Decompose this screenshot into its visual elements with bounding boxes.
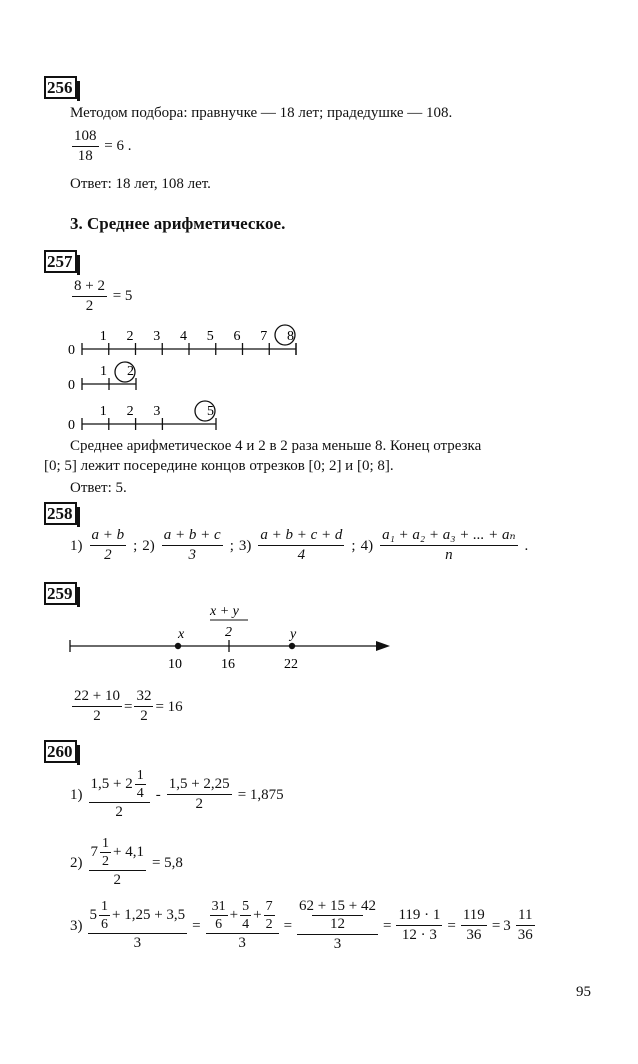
fraction-denominator: 3 bbox=[238, 935, 246, 951]
fraction-denominator: 6 bbox=[101, 917, 108, 932]
fraction-denominator: 4 bbox=[242, 917, 250, 932]
tick-label: 1 bbox=[100, 364, 107, 379]
fraction-denominator: 2 bbox=[195, 796, 203, 812]
fraction-numerator: 1 bbox=[101, 899, 108, 914]
fraction-numerator: 1 bbox=[136, 768, 144, 783]
tick-label: 1 bbox=[99, 329, 107, 344]
separator: ; bbox=[229, 537, 234, 554]
problem-257-text-line1: Среднее арифметическое 4 и 2 в 2 раза меньше 8. Конец отрезка bbox=[70, 438, 482, 454]
fraction-numerator: a + b bbox=[90, 527, 127, 546]
expression-part: + 1,25 + 3,5 bbox=[112, 907, 186, 923]
fraction-denominator: 2 bbox=[115, 804, 123, 820]
part-label: 2) bbox=[70, 854, 83, 871]
number-lines-diagram bbox=[60, 322, 320, 434]
fraction-result: = 5 bbox=[112, 287, 133, 304]
fraction-numerator: 5 bbox=[242, 899, 250, 914]
fraction-numerator: 62 + 15 + 42 bbox=[299, 898, 376, 914]
fraction-denominator: 3 bbox=[133, 935, 142, 951]
fraction-denominator: 2 bbox=[104, 547, 112, 563]
fraction-denominator: 18 bbox=[77, 148, 93, 164]
value-x: 10 bbox=[168, 657, 182, 672]
fraction-denominator: 3 bbox=[188, 547, 196, 563]
fraction-numerator: 22 + 10 bbox=[72, 688, 122, 707]
formula-label: 4) bbox=[360, 537, 374, 554]
point-x bbox=[175, 643, 181, 649]
fraction-numerator: a + b + c + d bbox=[258, 527, 344, 546]
zero-label: 0 bbox=[68, 418, 75, 433]
section-heading: 3. Среднее арифметическое. bbox=[70, 214, 286, 233]
tick-label: 7 bbox=[260, 329, 268, 344]
part-label: 3) bbox=[70, 917, 83, 934]
fraction-numerator: 119 · 1 bbox=[396, 907, 442, 926]
equation-result: = 1,875 bbox=[237, 786, 284, 803]
tick-label: 2 bbox=[126, 329, 134, 344]
fraction-numerator: 32 bbox=[134, 688, 153, 707]
number-line-0-5 bbox=[68, 401, 216, 433]
fraction-denominator: 4 bbox=[136, 786, 144, 801]
tick-label: 1 bbox=[99, 404, 107, 419]
equation-result: = 5,8 bbox=[151, 854, 183, 871]
expression-part: 7 bbox=[90, 844, 98, 860]
fraction-denominator: 2 bbox=[93, 708, 101, 724]
label-x: x bbox=[178, 627, 185, 642]
separator: . bbox=[524, 537, 529, 554]
problem-number-259: 259 bbox=[44, 582, 77, 605]
problem-number-256: 256 bbox=[44, 76, 77, 99]
tick-label: 4 bbox=[180, 329, 187, 344]
fraction-numerator: 11 bbox=[516, 907, 534, 926]
fraction-denominator: 2 bbox=[113, 872, 121, 888]
zero-label: 0 bbox=[68, 378, 75, 393]
problem-256-answer: Ответ: 18 лет, 108 лет. bbox=[70, 176, 211, 192]
fraction-numerator: 8 + 2 bbox=[72, 278, 107, 297]
value-y: 22 bbox=[284, 657, 298, 672]
number-line-0-2 bbox=[68, 362, 136, 393]
fraction-denominator: 2 bbox=[140, 708, 148, 724]
formula-label: 3) bbox=[238, 537, 252, 554]
mixed-whole: 3 bbox=[503, 917, 511, 934]
fraction-denominator: 4 bbox=[297, 547, 306, 563]
label-y: y bbox=[290, 627, 297, 642]
number-line-259 bbox=[60, 598, 400, 678]
tick-label: 2 bbox=[127, 364, 134, 379]
separator: ; bbox=[133, 537, 138, 554]
equation-result: = 16 bbox=[155, 698, 183, 715]
problem-257-fraction bbox=[70, 278, 132, 315]
number-line-0-8 bbox=[68, 325, 296, 358]
label-mid-numerator: x + y bbox=[210, 604, 239, 619]
fraction-result: = 6 . bbox=[104, 137, 132, 154]
fraction-numerator: 31 bbox=[211, 899, 226, 914]
fraction-denominator: 2 bbox=[85, 298, 94, 314]
fraction-numerator: a + b + c bbox=[162, 527, 223, 546]
tick-label: 3 bbox=[153, 404, 161, 419]
problem-256-fraction bbox=[70, 128, 131, 165]
arrow-head bbox=[376, 641, 390, 651]
tick-label: 8 bbox=[287, 329, 294, 344]
expression-part: + 4,1 bbox=[113, 844, 144, 860]
fraction-numerator: a₁ + a₂ + a₃ + ... + aₙ bbox=[380, 527, 517, 546]
problem-number-258: 258 bbox=[44, 502, 77, 525]
zero-label: 0 bbox=[68, 343, 75, 358]
tick-label: 2 bbox=[126, 404, 134, 419]
fraction-numerator: 108 bbox=[72, 128, 99, 147]
fraction-numerator: 119 bbox=[461, 907, 487, 926]
formula-label: 1) bbox=[70, 537, 83, 554]
separator: ; bbox=[351, 537, 356, 554]
formula-label: 2) bbox=[142, 537, 155, 554]
fraction-denominator: 36 bbox=[466, 927, 482, 943]
problem-260-part2 bbox=[70, 836, 183, 889]
problem-256-text: Методом подбора: правнучке — 18 лет; прадедушке — 108. bbox=[70, 105, 453, 121]
fraction-denominator: 2 bbox=[102, 854, 109, 869]
problem-number-260: 260 bbox=[44, 740, 77, 763]
expression-part: 5 bbox=[89, 907, 97, 923]
fraction-denominator: n bbox=[445, 547, 453, 563]
fraction-denominator: 6 bbox=[215, 917, 223, 932]
problem-258-formulas bbox=[70, 527, 528, 564]
fraction-denominator: 3 bbox=[333, 936, 342, 952]
fraction-numerator: 1 bbox=[102, 836, 109, 851]
part-label: 1) bbox=[70, 786, 83, 803]
expression-part: 1,5 + 2 bbox=[90, 776, 133, 792]
problem-259-equation: $\frac{22 + 10}{2}$ = $\frac{32}{2}$ = 16 bbox=[74, 688, 183, 724]
fraction-denominator: 36 bbox=[517, 927, 533, 943]
tick-label: 3 bbox=[153, 329, 161, 344]
tick-label: 6 bbox=[233, 329, 241, 344]
problem-number-257: 257 bbox=[44, 250, 77, 273]
tick-label: 5 bbox=[207, 404, 214, 419]
fraction-denominator: 12 · 3 bbox=[401, 927, 437, 943]
point-y bbox=[289, 643, 295, 649]
fraction-denominator: 2 bbox=[265, 917, 273, 932]
problem-257-text-line2: [0; 5] лежит посередине концов отрезков [0; 2] и [0; 8]. bbox=[44, 458, 394, 474]
fraction-numerator: 7 bbox=[265, 899, 273, 914]
value-mid: 16 bbox=[221, 657, 235, 672]
page-number: 95 bbox=[576, 984, 591, 1000]
fraction-denominator: 12 bbox=[312, 915, 363, 933]
label-mid-denominator: 2 bbox=[225, 625, 232, 640]
problem-260-part3: 3) 5 $\frac{1}{6}$ + 1,25 + 3,5 3 = $\frac{31}{6}$ + $\frac{5}{4}$ + $\frac{7}{2}$ 3 = $\frac{\frac{62 + 15 + 42}{12}}{3}$ = $\frac{119 \cdot 1}{12 \cdot 3}$ = $\frac{119}{36}$ = 3 $\frac{11}{36}$ bbox=[70, 898, 533, 952]
fraction-numerator: 1,5 + 2,25 bbox=[167, 776, 232, 795]
problem-260-part1: 1) 1,5 + 2 $\frac{1}{4}$ 2 - $\frac{1,5 + 2,25}{2}$ = 1,875 bbox=[70, 768, 284, 820]
problem-257-answer: Ответ: 5. bbox=[70, 480, 127, 496]
tick-label: 5 bbox=[206, 329, 214, 344]
